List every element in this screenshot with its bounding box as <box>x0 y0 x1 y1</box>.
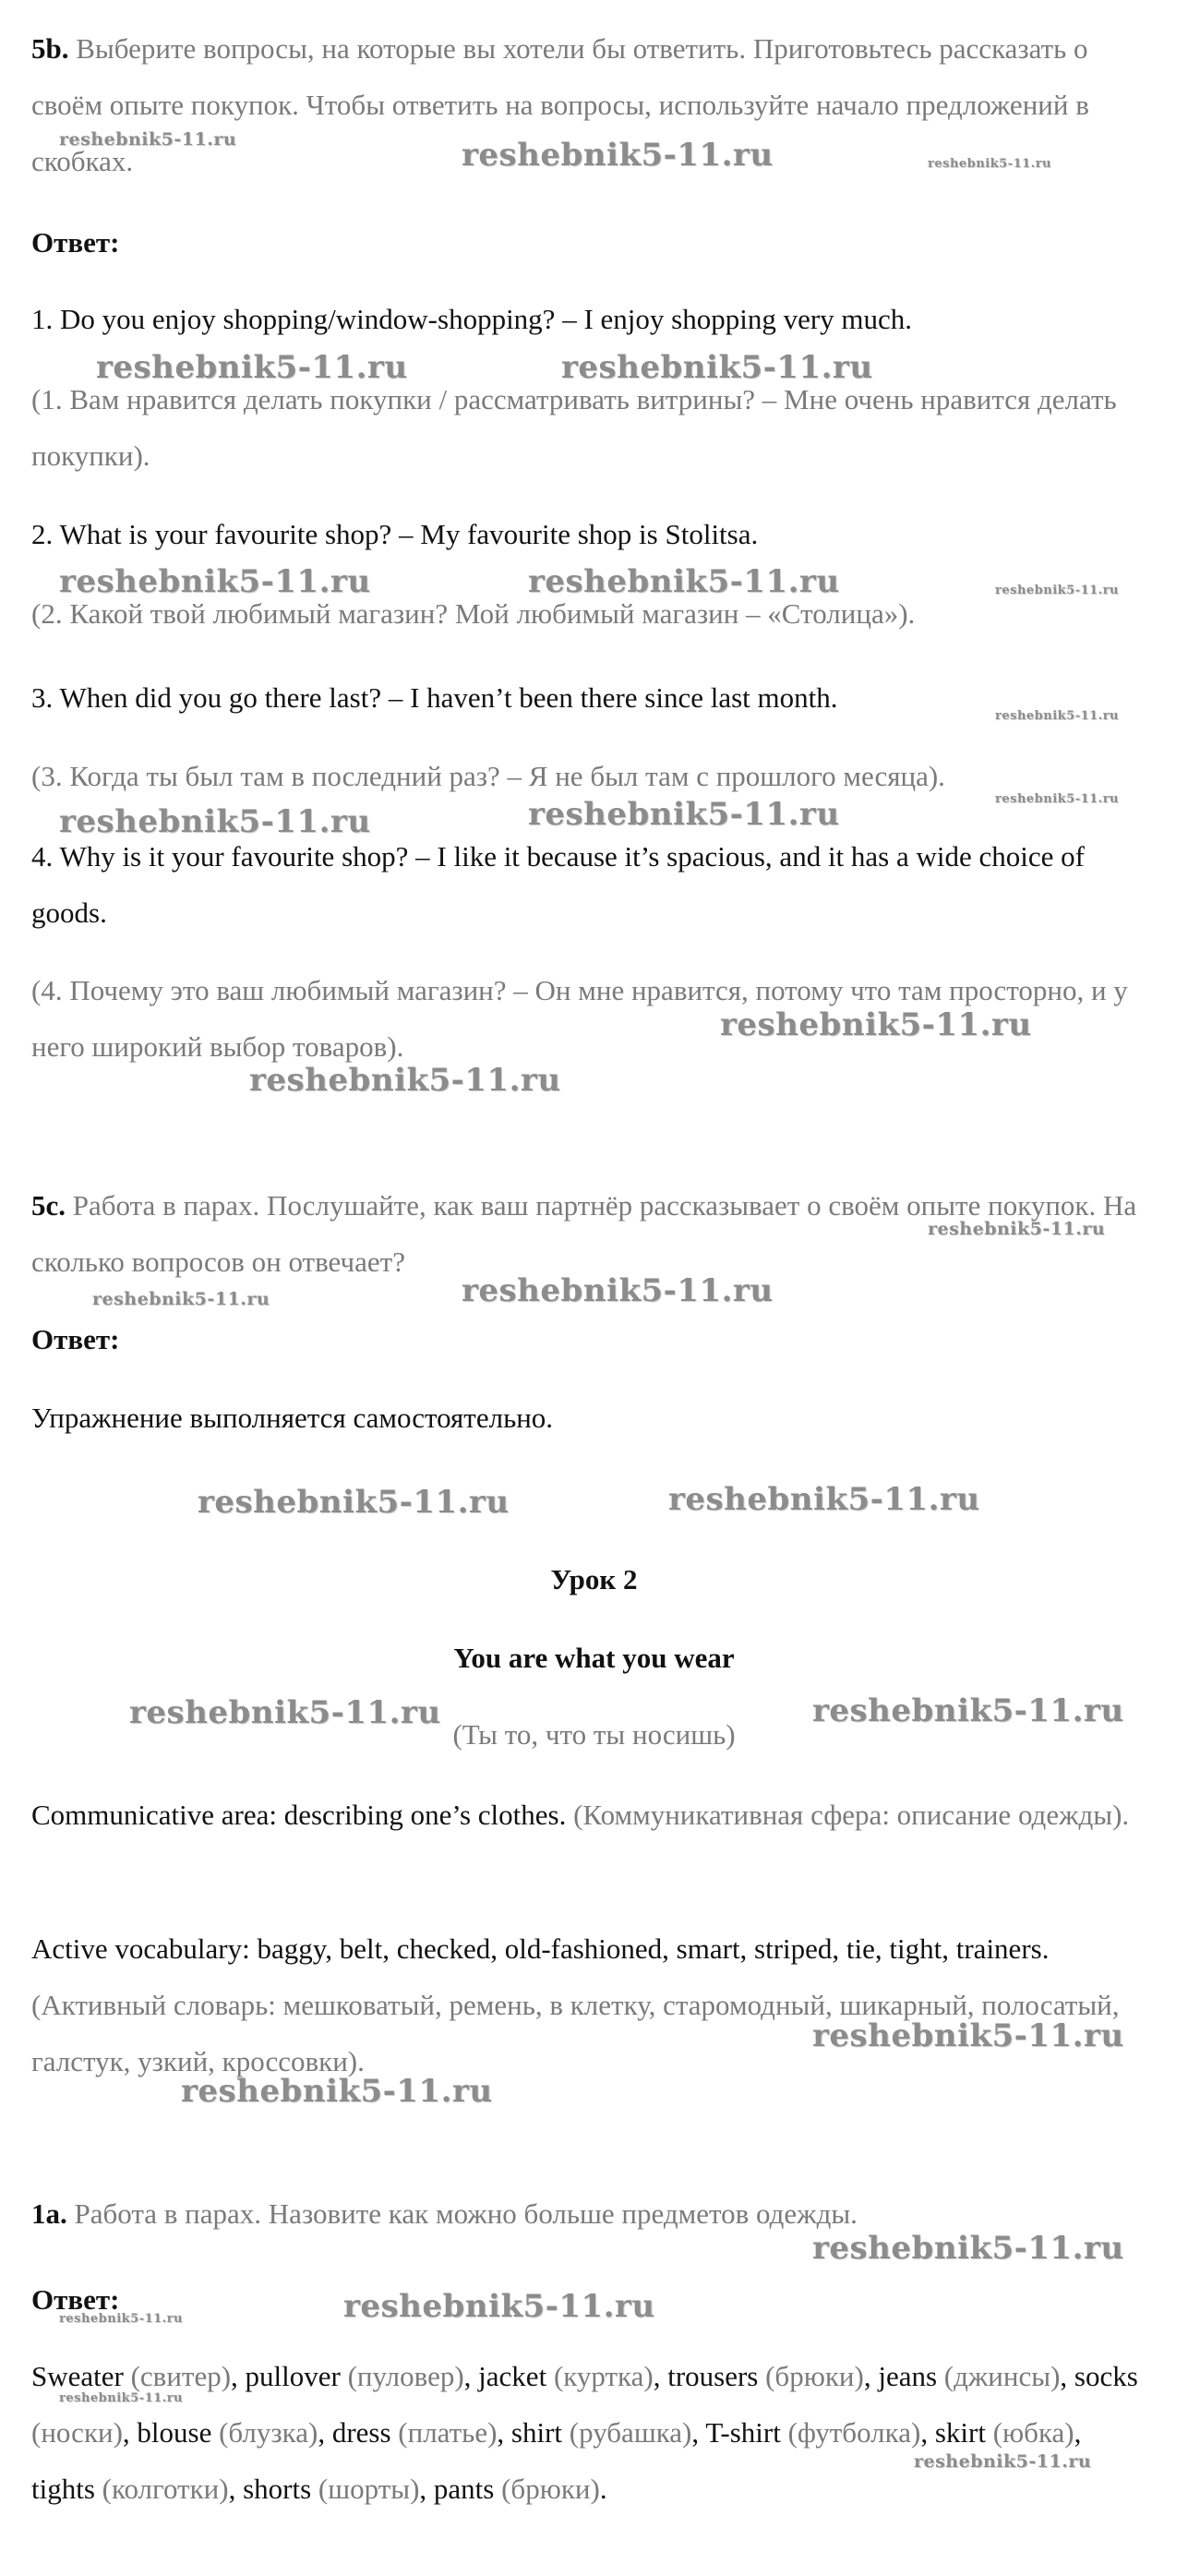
communicative-area: Communicative area: describing one’s clothes. (Коммуникативная сфера: описание одежды). <box>31 1799 1130 1831</box>
clothes-item-en: socks <box>1074 2360 1138 2392</box>
watermark-text: reshebnik5-11.ru <box>59 563 371 600</box>
watermark-text: reshebnik5-11.ru <box>914 2451 1092 2472</box>
exercise-number: 5b. <box>31 32 69 65</box>
watermark-text: reshebnik5-11.ru <box>462 137 774 174</box>
qa-1-en: 1. Do you enjoy shopping/window-shopping? – I enjoy shopping very much. <box>31 303 913 335</box>
watermark-text: reshebnik5-11.ru <box>812 2017 1124 2054</box>
clothes-separator: , <box>318 2416 332 2449</box>
clothes-separator: , <box>691 2416 706 2449</box>
clothes-separator: . <box>599 2473 607 2505</box>
clothes-separator: , <box>1060 2360 1074 2392</box>
qa-1-ru: (1. Вам нравится делать покупки / рассматривать витрины? – Мне очень нравится делать покупки). <box>31 383 1117 472</box>
clothes-item-ru: (рубашка) <box>569 2416 692 2449</box>
clothes-item-ru: (футболка) <box>787 2416 921 2449</box>
watermark-text: reshebnik5-11.ru <box>92 1289 270 1309</box>
clothes-item-en: Sweater <box>31 2360 124 2392</box>
clothes-item-en: trousers <box>667 2360 759 2392</box>
qa-4-en: 4. Why is it your favourite shop? – I like it because it’s spacious, and it has a wide choice of goods. <box>31 840 1085 929</box>
clothes-item-ru: (свитер) <box>130 2360 232 2392</box>
exercise-number: 1a. <box>31 2197 67 2230</box>
clothes-item-en: dress <box>331 2416 391 2449</box>
clothes-item-ru: (носки) <box>31 2416 123 2449</box>
exercise-instruction: Работа в парах. Послушайте, как ваш партнёр рассказывает о своём опыте покупок. На сколько вопросов он отвечает? <box>31 1189 1137 1278</box>
clothes-separator: , <box>497 2416 511 2449</box>
watermark-text: reshebnik5-11.ru <box>668 1481 980 1518</box>
qa-3-en: 3. When did you go there last? – I haven’t been there since last month. <box>31 681 838 714</box>
clothes-separator: , <box>1074 2416 1082 2449</box>
answer-label: Ответ: <box>31 1323 120 1355</box>
clothes-item-en: jeans <box>878 2360 938 2392</box>
answer-label: Ответ: <box>31 2283 120 2316</box>
clothes-item-en: shorts <box>243 2473 312 2505</box>
clothes-item-ru: (платье) <box>398 2416 498 2449</box>
clothes-item-en: pants <box>433 2473 495 2505</box>
watermark-text: reshebnik5-11.ru <box>720 1006 1032 1043</box>
watermark-text: reshebnik5-11.ru <box>129 1694 441 1731</box>
clothes-item-ru: (джинсы) <box>943 2360 1061 2392</box>
lesson-title: Урок 2 <box>550 1563 638 1595</box>
clothes-item-en: shirt <box>510 2416 563 2449</box>
qa-3-ru: (3. Когда ты был там в последний раз? – Я не был там с прошлого месяца). <box>31 760 945 792</box>
lesson-subtitle: You are what you wear <box>453 1642 735 1674</box>
exercise-instruction: Работа в парах. Назовите как можно больше предметов одежды. <box>74 2197 858 2230</box>
clothes-separator: , <box>920 2416 935 2449</box>
watermark-text: reshebnik5-11.ru <box>528 796 840 833</box>
clothes-item-en: blouse <box>137 2416 212 2449</box>
clothes-item-en: tights <box>31 2473 95 2505</box>
qa-4-ru: (4. Почему это ваш любимый магазин? – Он мне нравится, потому что там просторно, и у него широкий выбор товаров). <box>31 974 1128 1063</box>
exercise-5c-answer: Упражнение выполняется самостоятельно. <box>31 1402 554 1434</box>
watermark-text: reshebnik5-11.ru <box>995 709 1120 723</box>
watermark-text: reshebnik5-11.ru <box>343 2288 655 2325</box>
watermark-text: reshebnik5-11.ru <box>198 1484 510 1521</box>
active-vocabulary: Active vocabulary: baggy, belt, checked, old-fashioned, smart, striped, tie, tight, trainers. (Активный словарь: мешковатый, ремень, в клетку, старомодный, шикарный, полосатый, галстук, узкий, кроссовки). <box>31 1932 1120 2077</box>
watermark-text: reshebnik5-11.ru <box>59 2391 184 2405</box>
clothes-item-en: skirt <box>934 2416 986 2449</box>
clothes-item-en: T-shirt <box>705 2416 781 2449</box>
watermark-text: reshebnik5-11.ru <box>59 129 237 150</box>
clothes-item-ru: (блузка) <box>219 2416 318 2449</box>
watermark-text: reshebnik5-11.ru <box>249 1062 561 1099</box>
watermark-text: reshebnik5-11.ru <box>462 1272 774 1309</box>
watermark-text: reshebnik5-11.ru <box>928 1219 1106 1239</box>
qa-2-en: 2. What is your favourite shop? – My favourite shop is Stolitsa. <box>31 518 759 550</box>
clothes-separator: , <box>653 2360 668 2392</box>
clothes-item-ru: (брюки) <box>501 2473 600 2505</box>
clothes-item-ru: (шорты) <box>318 2473 420 2505</box>
clothes-separator: , <box>122 2416 138 2449</box>
exercise-instruction: Выберите вопросы, на которые вы хотели бы ответить. Приготовьтесь рассказать о своём опыте покупок. Чтобы ответить на вопросы, используйте начало предложений в скобках. <box>31 32 1089 177</box>
answer-label: Ответ: <box>31 226 120 259</box>
watermark-text: reshebnik5-11.ru <box>928 157 1052 171</box>
clothes-item-ru: (куртка) <box>553 2360 654 2392</box>
clothes-item-en: jacket <box>478 2360 547 2392</box>
watermark-text: reshebnik5-11.ru <box>995 584 1120 597</box>
clothes-separator: , <box>419 2473 434 2505</box>
qa-2-ru: (2. Какой твой любимый магазин? Мой любимый магазин – «Столица»). <box>31 597 916 630</box>
clothes-list <box>31 2348 1148 2517</box>
clothes-item-en: pullover <box>245 2360 341 2392</box>
exercise-number: 5c. <box>31 1189 66 1222</box>
watermark-text: reshebnik5-11.ru <box>181 2073 493 2110</box>
watermark-text: reshebnik5-11.ru <box>812 2230 1124 2267</box>
clothes-item-ru: (пуловер) <box>347 2360 464 2392</box>
clothes-item-ru: (юбка) <box>992 2416 1074 2449</box>
clothes-item-ru: (брюки) <box>765 2360 864 2392</box>
watermark-text: reshebnik5-11.ru <box>96 349 408 386</box>
clothes-separator: , <box>231 2360 246 2392</box>
clothes-separator: , <box>463 2360 479 2392</box>
clothes-separator: , <box>228 2473 244 2505</box>
watermark-text: reshebnik5-11.ru <box>812 1692 1124 1729</box>
lesson-subtitle-ru: (Ты то, что ты носишь) <box>452 1718 736 1751</box>
watermark-text: reshebnik5-11.ru <box>561 349 873 386</box>
watermark-text: reshebnik5-11.ru <box>528 563 840 600</box>
clothes-separator: , <box>863 2360 879 2392</box>
watermark-text: reshebnik5-11.ru <box>59 2312 184 2326</box>
watermark-text: reshebnik5-11.ru <box>995 792 1120 806</box>
clothes-item-ru: (колготки) <box>102 2473 229 2505</box>
watermark-text: reshebnik5-11.ru <box>59 803 371 840</box>
